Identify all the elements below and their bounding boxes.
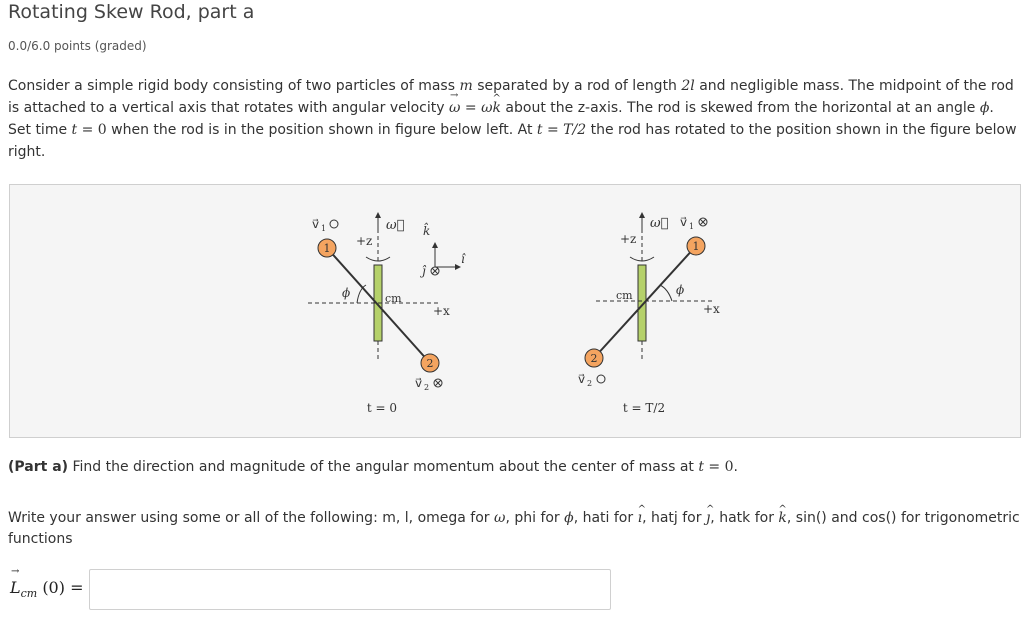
left-particle-2-label: 2 [426,357,434,370]
left-diagram [308,213,466,415]
triad-i-label: î [461,252,465,266]
left-omega-label: ω⃗ [386,218,405,233]
right-v2-label: v⃗ [578,372,586,386]
right-particle-2-label: 2 [590,352,598,365]
left-v2-sub: 2 [424,383,430,392]
right-phi-label: ϕ [676,283,685,297]
answer-label: $L \to_{cm}$ (0) = [10,578,83,600]
left-cm-label: cm [385,292,402,305]
answer-instructions: Write your answer using some or all of the following: m, l, omega for ω, phi for ϕ, hati for ı ^, hatj for ȷ ^, hatk for k ^, sin() and cos() for trigonometric functions [8,508,1023,550]
answer-input[interactable] [89,569,611,610]
right-phi-arc [660,285,672,301]
triad-j-label: ĵ [422,264,426,278]
left-v1-out-icon [330,220,338,228]
rotating-rod-figure [9,184,1021,438]
left-z-label: +z [356,234,373,248]
triad-k-label: k̂ [423,224,431,238]
left-v2-label: v⃗ [415,376,423,390]
right-v2-out-icon [597,375,605,383]
right-v1-sub: 1 [689,222,695,231]
right-particle-1-label: 1 [692,240,700,253]
right-z-label: +z [620,232,637,246]
left-v1-label: v⃗ [312,217,320,231]
left-v1-sub: 1 [321,224,327,233]
right-v1-label: v⃗ [680,215,688,229]
part-a-question: (Part a) Find the direction and magnitude of the angular momentum about the center of mass at t = 0. [8,459,738,475]
problem-statement: Consider a simple rigid body consisting of two particles of mass m separated by a rod of length 2l and negligible mass. The midpoint of the rod is attached to a vertical axis that rotates with angular velocity ω → = ωk ^ about the z-axis. The rod is skewed from the horizontal at an angle ϕ. Set time t = 0 when the rod is in the position shown in figure below left. At t = T/2 the rod has rotated to the position shown in the figure below right. [8,75,1020,163]
left-x-label: +x [433,304,450,318]
right-omega-label: ω⃗ [650,216,669,231]
right-diagram [578,213,720,415]
figure-svg [10,185,1020,437]
left-phi-label: ϕ [342,286,351,300]
left-time-label: t = 0 [366,401,398,415]
left-particle-1-label: 1 [323,242,331,255]
right-x-label: +x [703,302,720,316]
right-cm-label: cm [616,289,633,302]
page-title: Rotating Skew Rod, part a [8,1,255,23]
points-status: 0.0/6.0 points (graded) [8,39,147,53]
right-v2-sub: 2 [587,379,593,388]
right-time-label: t = T/2 [622,401,666,415]
